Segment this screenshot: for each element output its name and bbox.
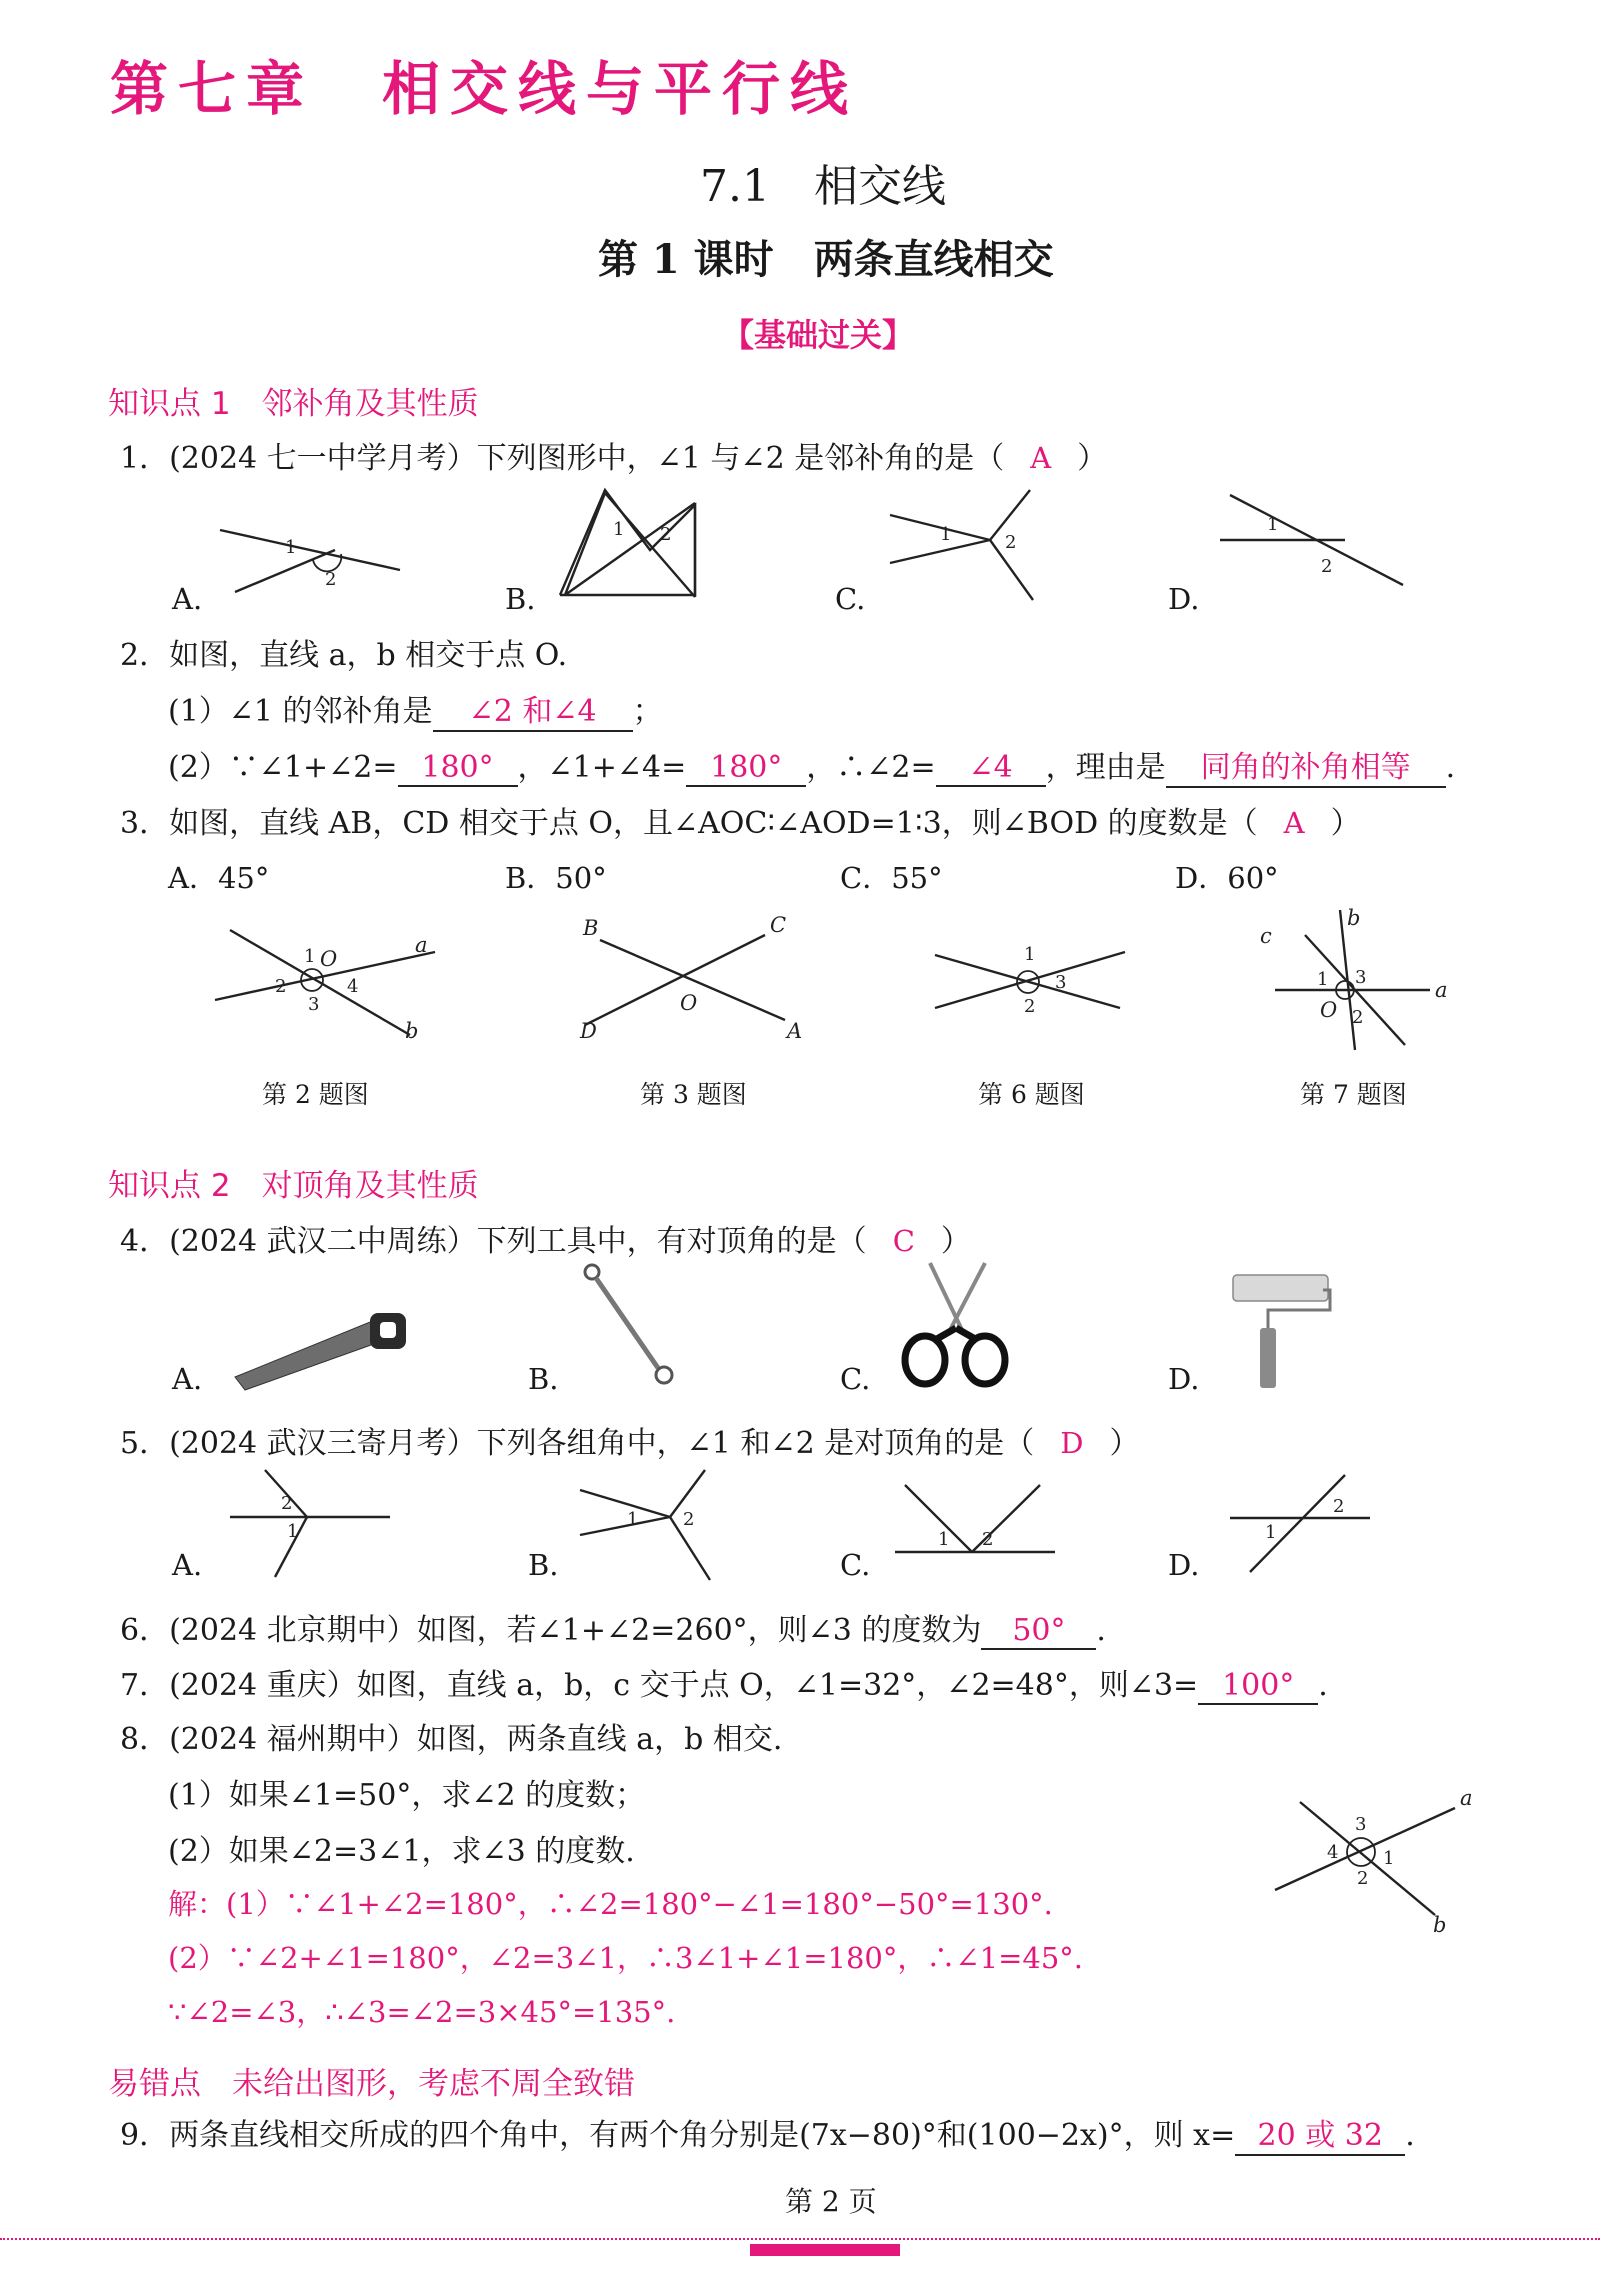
question-7-answer: 100° [1198,1668,1318,1705]
question-2: 2．如图，直线 a，b 相交于点 O. [120,638,568,673]
wrench-icon [580,1260,690,1390]
question-9-text: 9．两条直线相交所成的四个角中，有两个角分别是(7x−80)°和(100−2x)°，则 x= [120,2118,1236,2153]
fig8-label-4: 4 [1327,1842,1339,1863]
question-8: 8．(2024 福州期中）如图，两条直线 a，b 相交. [120,1722,783,1757]
error-prone-point: 易错点 未给出图形，考虑不周全致错 [108,2066,635,2102]
question-8-solution-1: 解：(1）∵∠1+∠2=180°，∴∠2=180°−∠1=180°−50°=130°. [168,1887,1053,1921]
question-6-end: . [1096,1613,1106,1648]
fig3-label-A: A [787,1019,803,1043]
q5-figure-b [575,1465,725,1585]
fig7-label-3: 3 [1355,967,1367,988]
question-9-end: . [1405,2118,1415,2153]
question-7-end: . [1318,1668,1328,1703]
figure-q8 [1265,1780,1485,1940]
q4-option-d: D. [1168,1362,1200,1396]
fig7-label-1: 1 [1317,969,1329,990]
q5c-label-1: 1 [938,1529,950,1550]
question-7 [120,1660,1328,1705]
question-5-answer: D [1060,1426,1084,1460]
q1-option-b: B. [505,582,536,616]
chapter-title: 第七章 相交线与平行线 [110,55,859,123]
question-8-part-1: (1）如果∠1=50°，求∠2 的度数； [168,1778,646,1813]
q2-p2-answer-4: 同角的补角相等 [1166,742,1446,788]
figure-q2 [210,920,440,1050]
level-heading: 【基础过关】 [722,316,915,354]
q5-option-c: C. [840,1548,871,1582]
question-6-text: 6．(2024 北京期中）如图，若∠1+∠2=260°，则∠3 的度数为 [120,1613,982,1648]
section-title: 7.1 相交线 [700,161,946,212]
fig3-label-C: C [770,913,787,937]
fig6-label-1: 1 [1024,944,1036,965]
question-8-solution-2: (2）∵∠2+∠1=180°，∠2=3∠1，∴3∠1+∠1=180°，∴∠1=45°. [168,1941,1084,1975]
fig7-label-2: 2 [1352,1007,1364,1028]
q5-figure-c [890,1480,1060,1560]
q4-option-a: A. [172,1362,203,1396]
q1-option-c: C. [835,582,866,616]
fig8-label-2: 2 [1357,1868,1369,1889]
q1-figure-d [1215,490,1415,590]
q2-p2-answer-3: ∠4 [936,750,1046,787]
question-5-close: ） [1109,1426,1140,1461]
figure-q7 [1255,905,1465,1065]
q5c-label-2: 2 [982,1529,994,1550]
fig6-label-2: 2 [1024,996,1036,1017]
fig8-label-b: b [1433,1913,1447,1937]
q2-p1-answer: ∠2 和∠4 [433,686,633,732]
q5-figure-a [225,1465,395,1585]
question-4-answer: C [892,1224,915,1258]
q2-p2-answer-2: 180° [686,750,806,787]
q4-option-c: C. [840,1362,871,1396]
q1b-label-1: 1 [613,519,625,540]
question-3 [120,798,1361,842]
question-4-close: ） [940,1224,971,1259]
paint-roller-icon [1228,1270,1338,1400]
fig2-label-1: 1 [304,946,316,967]
q3-option-d: D．60° [1175,861,1279,895]
q5a-label-1: 1 [287,1521,299,1542]
fig3-label-B: B [583,916,599,940]
scissors-icon [890,1258,1020,1388]
q5d-label-1: 1 [1265,1522,1277,1543]
question-3-close: ） [1330,806,1361,841]
question-8-solution-3: ∵∠2=∠3，∴∠3=∠2=3×45°=135°. [168,1995,676,2029]
caption-fig3: 第 3 题图 [640,1080,747,1109]
footer-bar [750,2244,900,2256]
question-3-answer: A [1283,806,1305,840]
question-9-answer: 20 或 32 [1235,2110,1405,2156]
q2-p2-answer-1: 180° [398,750,518,787]
q2-p1-suffix: ； [632,694,663,729]
fig8-label-3: 3 [1355,1814,1367,1835]
q1b-label-2: 2 [660,524,672,545]
q5-option-d: D. [1168,1548,1200,1582]
q2-p2-e: . [1445,750,1456,785]
q2-p2-b: ，∠1+∠4= [517,750,687,785]
fig3-label-D: D [580,1019,597,1043]
q1d-label-2: 2 [1321,556,1333,577]
q5b-label-2: 2 [683,1509,695,1530]
knowledge-point-2: 知识点 2 对顶角及其性质 [108,1168,479,1204]
fig2-label-b: b [405,1019,419,1043]
q1c-label-2: 2 [1005,532,1017,553]
q5-option-a: A. [172,1548,203,1582]
page-number: 第 2 页 [785,2185,877,2218]
question-9 [120,2110,1415,2156]
question-6-answer: 50° [981,1613,1096,1650]
lesson-title: 第 1 课时 两条直线相交 [598,236,1054,283]
fig3-label-O: O [680,991,698,1015]
q5-option-b: B. [528,1548,559,1582]
question-1 [120,433,1107,477]
question-1-text: 1．(2024 七一中学月考）下列图形中，∠1 与∠2 是邻补角的是（ [120,441,1005,476]
fig2-label-a: a [415,933,428,957]
question-6 [120,1605,1106,1650]
question-3-text: 3．如图，直线 AB，CD 相交于点 O，且∠AOC∶∠AOD=1∶3，则∠BOD 的度数是（ [120,806,1258,841]
q3-option-b: B．50° [505,861,607,895]
fig8-label-1: 1 [1383,1848,1395,1869]
question-7-text: 7．(2024 重庆）如图，直线 a，b，c 交于点 O，∠1=32°，∠2=48°，则∠3= [120,1668,1199,1703]
q5b-label-1: 1 [627,1509,639,1530]
q2-p2-a: (2）∵∠1+∠2= [168,750,398,785]
fig7-label-a: a [1435,978,1448,1002]
q1a-label-1: 1 [285,537,297,558]
q1a-label-2: 2 [325,569,337,590]
q5d-label-2: 2 [1333,1496,1345,1517]
fig7-label-b: b [1347,906,1361,930]
figure-q6 [930,930,1140,1040]
saw-icon [225,1305,410,1390]
q1d-label-1: 1 [1267,514,1279,535]
q1-option-d: D. [1168,582,1200,616]
question-4 [120,1216,971,1260]
q2-p2-d: ，理由是 [1045,750,1166,785]
fig2-label-O: O [320,947,338,971]
caption-fig6: 第 6 题图 [978,1080,1085,1109]
question-2-part-2 [168,742,1455,788]
question-2-part-1 [168,686,663,732]
question-5-text: 5．(2024 武汉三寄月考）下列各组角中，∠1 和∠2 是对顶角的是（ [120,1426,1035,1461]
fig7-label-c: c [1260,924,1272,948]
question-1-answer: A [1030,441,1052,475]
q3-option-c: C．55° [840,861,943,895]
fig7-label-O: O [1320,998,1338,1022]
q1-figure-c [885,485,1045,605]
q4-option-b: B. [528,1362,559,1396]
q5a-label-2: 2 [281,1493,293,1514]
q1c-label-1: 1 [940,524,952,545]
question-8-part-2: (2）如果∠2=3∠1，求∠3 的度数. [168,1834,635,1869]
question-4-text: 4．(2024 武汉二中周练）下列工具中，有对顶角的是（ [120,1224,867,1259]
question-1-close: ） [1077,441,1108,476]
q2-p1-prefix: (1）∠1 的邻补角是 [168,694,433,729]
fig2-label-4: 4 [347,976,359,997]
caption-fig2: 第 2 题图 [262,1080,369,1109]
q3-option-a: A．45° [168,861,270,895]
caption-fig7: 第 7 题图 [1300,1080,1407,1109]
q1-figure-a [215,510,415,600]
figure-q3 [575,910,815,1050]
fig6-label-3: 3 [1055,972,1067,993]
fig2-label-3: 3 [308,994,320,1015]
footer-divider [0,2238,1600,2240]
fig2-label-2: 2 [275,976,287,997]
fig8-label-a: a [1460,1786,1473,1810]
q1-figure-b [555,485,715,605]
q2-p2-c: ，∴∠2= [806,750,936,785]
q1-option-a: A. [172,582,203,616]
knowledge-point-1: 知识点 1 邻补角及其性质 [108,386,479,422]
question-5 [120,1418,1139,1462]
q5-figure-d [1225,1470,1375,1580]
